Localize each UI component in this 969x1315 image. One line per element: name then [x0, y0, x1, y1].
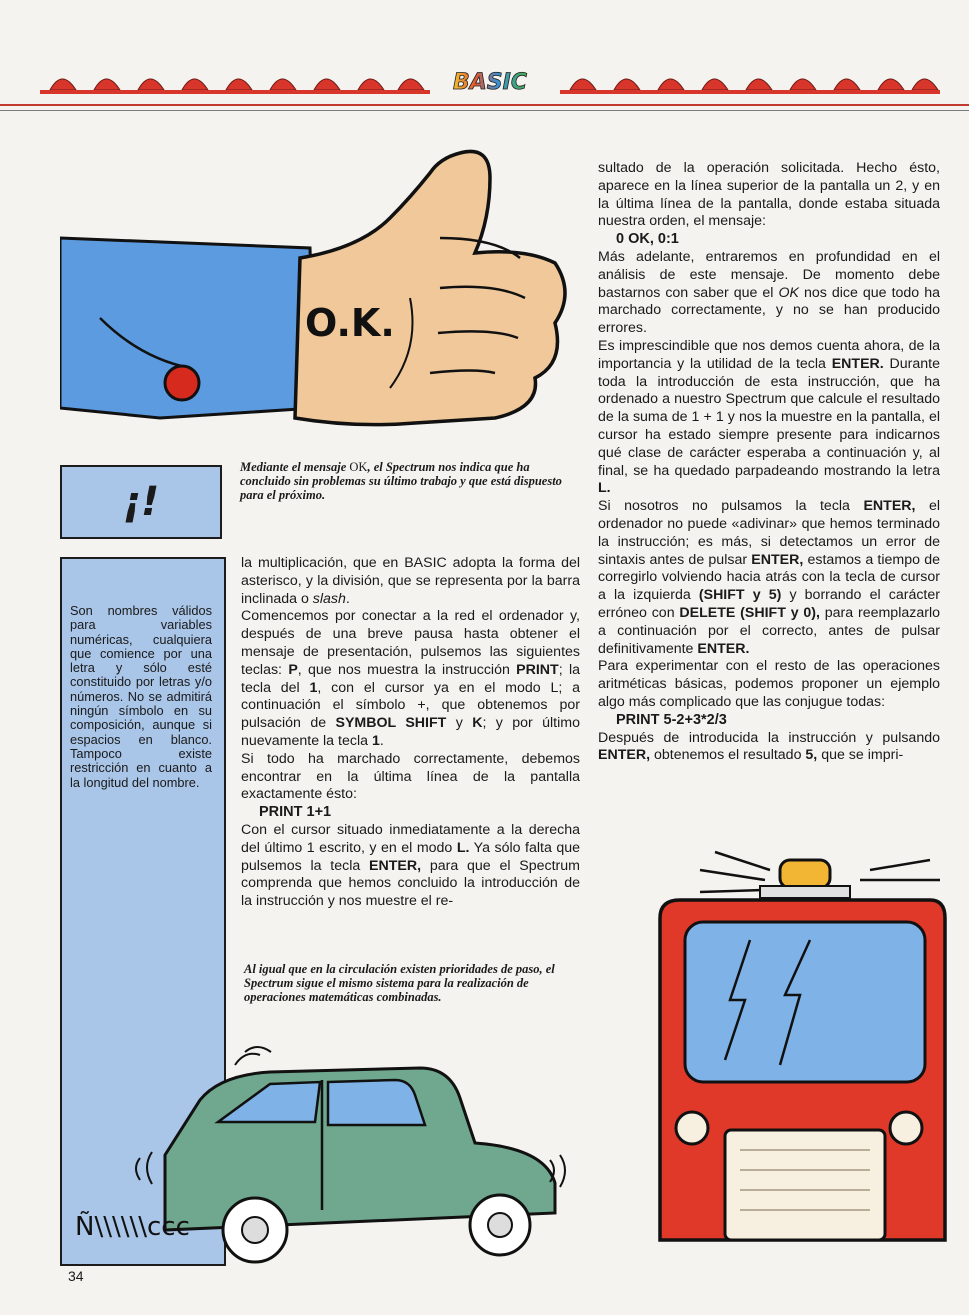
header-rule-top [0, 104, 969, 106]
right-p6-c: que se impri- [817, 747, 904, 764]
green-car-illustration [70, 1040, 580, 1265]
right-p3-enter: ENTER. [831, 355, 884, 372]
right-p6-b: obtenemos el resultado [650, 747, 806, 764]
middle-paragraph-4 [241, 822, 580, 911]
sidebar-note-text: Son nombres válidos para variables numéricas, cualquiera que comience por una letra y sólo esté constituido por letras y/o números. No se admitirá ningún símbolo en su composición, aunque si espacios en blanco. Tampoco existe restricción en cuanto a la longitud del nombre. [70, 603, 212, 790]
right-column [598, 160, 940, 765]
middle-code-print-1-1: PRINT 1+1 [259, 804, 332, 821]
mid-p2-f: ; y por último nuevamente la tecla [241, 715, 580, 749]
mid-p2-one: 1 [309, 679, 318, 696]
mid-p2-symbol-shift: SYMBOL SHIFT [335, 715, 447, 732]
middle-paragraph-2 [241, 608, 580, 750]
mid-p2-g: . [379, 732, 384, 749]
mid-p4-b: Ya sólo falta que pulsemos la tecla [241, 839, 581, 874]
exclamation-box [60, 465, 222, 539]
mid-p1-end: . [345, 590, 350, 607]
mid-p2-c: ; la tecla del [241, 661, 580, 696]
right-p4-e: para reemplazarlo a continuación por el correcto, antes de pulsar definitivamente [598, 604, 940, 657]
middle-paragraph-3: Si todo ha marchado correctamente, debemos encontrar en la última línea de la pantalla exactamente ésto: [241, 750, 580, 803]
right-p4-delete: DELETE (SHIFT y 0), [679, 604, 820, 621]
right-p4-enter-2: ENTER, [751, 551, 804, 568]
mid-p4-l: L. [456, 839, 470, 856]
mid-p4-c: para que el Spectrum comprenda que hemos concluido la introducción de la instrucción y nos muestre el re- [241, 857, 580, 910]
ok-caption [240, 460, 580, 502]
mid-p1-slash: slash [312, 590, 346, 607]
right-paragraph-6 [598, 730, 940, 766]
mid-p2-a: Comencemos por conectar a la red el ordenador y, después de una breve pausa hasta obtener el mensaje de presentación, pulsemos las siguientes teclas: [241, 608, 580, 678]
right-code-ok-message: 0 OK, 0:1 [616, 231, 679, 248]
traffic-caption: Al igual que en la circulación existen prioridades de paso, el Spectrum sigue el mismo sistema para la realización de operaciones matemáticas combinadas. [244, 962, 555, 1004]
mid-p1-a: la multiplicación, que en BASIC adopta la forma del asterisco, y la división, que se representa por la barra inclinada o [241, 555, 580, 607]
thumb-ok-label: O.K. [305, 301, 395, 345]
right-paragraph-1: sultado de la operación solicitada. Hecho ésto, aparece en la línea superior de la pantalla un 2, y en la última línea de la pantalla, donde estaba situada nuestra orden, el mensaje: [598, 160, 940, 230]
fire-truck-illustration [640, 840, 960, 1250]
ok-caption-part-1: Mediante el mensaje [240, 460, 350, 474]
right-p2-b: nos dice que todo ha marchado correctamente, y no se han producido errores. [598, 284, 940, 337]
car-sound-text: Ñ\\\\\\ccc [75, 1212, 190, 1242]
right-p6-five: 5, [805, 747, 818, 764]
mid-p2-key-p: P [288, 661, 298, 678]
right-paragraph-5: Para experimentar con el resto de las operaciones aritméticas básicas, podemos proponer un ejemplo algo más complicado que las conjugue todas: [598, 658, 940, 710]
right-p4-d: y borrando el carácter erróneo con [598, 587, 940, 621]
right-p4-b: el ordenador no puede «adivinar» que hemos terminado la instrucción; es más, si detectamos un error de sintaxis antes de pulsar [598, 498, 940, 568]
mid-p4-a: Con el cursor situado inmediatamente a la derecha del último 1 escrito, y en el modo [241, 821, 580, 856]
right-p6-a: Después de introducida la instrucción y pulsando [598, 729, 940, 746]
mid-p4-enter: ENTER, [369, 857, 422, 874]
right-p4-enter-3: ENTER. [697, 640, 750, 657]
mid-p2-e: y [446, 715, 473, 732]
basic-logo [445, 66, 535, 96]
thumbs-up-illustration [60, 118, 580, 448]
basic-logo-text: BASIC [453, 70, 527, 95]
middle-paragraph-1 [241, 555, 580, 608]
exclamation-sign: ¡! [122, 479, 160, 525]
page-number: 34 [68, 1268, 84, 1284]
right-p4-shift5: (SHIFT y 5) [698, 587, 782, 604]
ok-caption-part-3: , el Spectrum nos indica que ha concluido sin problemas su último trabajo y que está dispuesto para el próximo. [240, 460, 562, 502]
right-p3-a: Es imprescindible que nos demos cuenta ahora, de la importancia y la utilidad de la tecla [598, 337, 940, 372]
right-p4-a: Si nosotros no pulsamos la tecla [598, 498, 864, 515]
ok-caption-ok: OK [349, 460, 368, 474]
right-code-print-expression: PRINT 5-2+3*2/3 [616, 711, 727, 728]
right-paragraph-2 [598, 249, 940, 338]
right-paragraph-4 [598, 498, 940, 658]
mid-p2-print: PRINT [516, 661, 559, 678]
right-p3-l: L. [598, 480, 611, 497]
right-p6-enter: ENTER, [598, 747, 651, 764]
mid-p2-d: , con el cursor ya en el modo L; a continuación el símbolo +, que obtenemos por pulsación de [241, 679, 580, 732]
right-p3-b: Durante toda la introducción de esta instrucción, que ha ordenado a nuestro Spectrum que calcule el resultado de la suma de 1 + 1 y nos la muestre en la pantalla, el cursor ha estado siempre presente para indicarnos qué clase de carácter esperaba a continuación y, al final, se ha quedado parpadeando mostrando la letra [598, 355, 940, 479]
middle-column [241, 555, 580, 911]
header-rule-bottom [0, 110, 969, 111]
mid-p2-k: K [472, 715, 483, 732]
right-p4-enter-1: ENTER, [863, 498, 916, 515]
right-paragraph-3 [598, 338, 940, 498]
right-p2-a: Más adelante, entraremos en profundidad en el análisis de este mensaje. De momento debe bastarnos con saber que el [598, 248, 940, 301]
mid-p2-one-b: 1 [371, 732, 380, 749]
mid-p2-b: , que nos muestra la instrucción [297, 661, 517, 678]
right-p4-c: estamos a tiempo de corregirlo volviendo hacia atrás con la tecla de cursor a la izquierda [598, 551, 940, 604]
right-p2-ok: OK [778, 284, 799, 301]
